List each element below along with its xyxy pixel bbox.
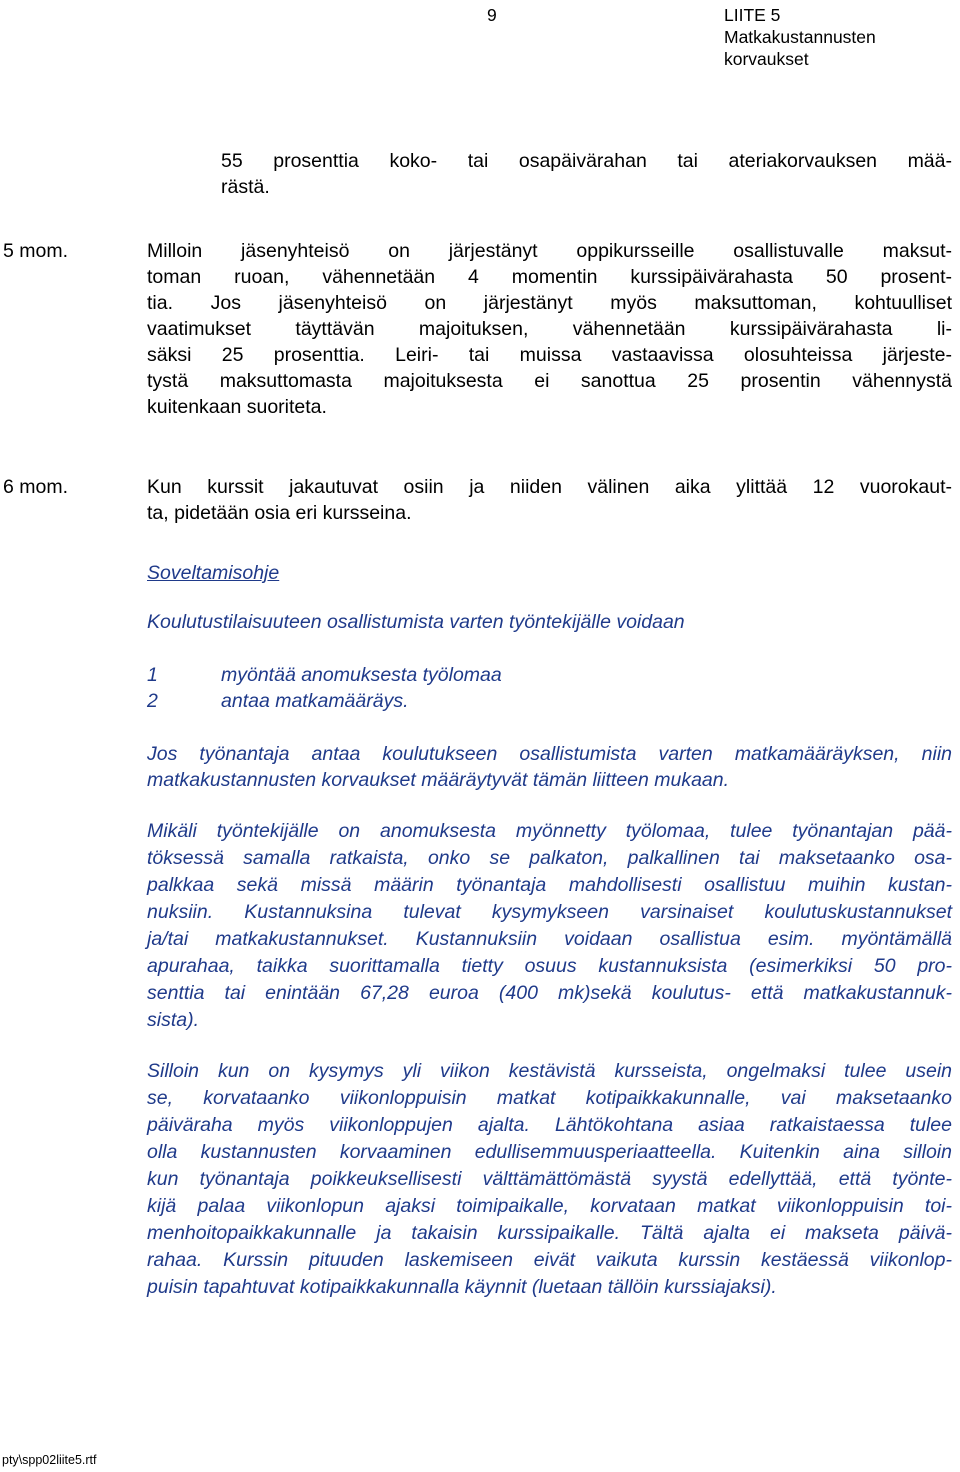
footer-file-path: pty\spp02liite5.rtf — [2, 1453, 97, 1467]
body-line: toman ruoan, vähennetään 4 momentin kurssipäivärahasta 50 prosent- — [147, 266, 952, 288]
guidance-line: olla kustannusten korvaaminen edullisemmuusperiaatteella. Kuitenkin aina silloin — [147, 1141, 952, 1163]
body-line: Milloin jäsenyhteisö on järjestänyt oppikursseille osallistuvalle maksut- — [147, 240, 952, 262]
guidance-intro: Koulutustilaisuuteen osallistumista varten työntekijälle voidaan — [147, 611, 685, 633]
guidance-line: menhoitopaikkakunnalle ja takaisin kurssipaikalle. Tältä ajalta ei makseta päivä- — [147, 1222, 952, 1244]
guidance-line: sista). — [147, 1009, 200, 1031]
guidance-line: Mikäli työntekijälle on anomuksesta myönnetty työlomaa, tulee työnantajan pää- — [147, 820, 952, 842]
annex-title-line: korvaukset — [724, 49, 809, 69]
guidance-line: rahaa. Kurssin pituuden laskemiseen eivät vaikuta kurssin kestäessä viikonlop- — [147, 1249, 952, 1271]
body-line: kuitenkaan suoriteta. — [147, 396, 327, 418]
guidance-line: se, korvataanko viikonloppuisin matkat kotipaikkakunnalle, vai maksetaanko — [147, 1087, 952, 1109]
body-line: tystä maksuttomasta majoituksesta ei sanottua 25 prosentin vähennystä — [147, 370, 952, 392]
annex-heading — [724, 4, 876, 70]
body-line: vaatimukset täyttävän majoituksen, vähennetään kurssipäivärahasta li- — [147, 318, 952, 340]
body-line: Kun kurssit jakautuvat osiin ja niiden välinen aika ylittää 12 vuorokaut- — [147, 476, 952, 498]
guidance-line: Jos työnantaja antaa koulutukseen osallistumista varten matkamääräyksen, niin — [147, 743, 952, 765]
guidance-heading: Soveltamisohje — [147, 562, 280, 584]
annex-title-line: Matkakustannusten — [724, 27, 876, 47]
list-item: myöntää anomuksesta työlomaa — [221, 664, 502, 686]
guidance-line: palkkaa sekä missä määrin työnantaja mahdollisesti osallistuu muihin kustan- — [147, 874, 952, 896]
guidance-line: matkakustannusten korvaukset määräytyvät tämän liitteen mukaan. — [147, 769, 730, 791]
guidance-line: nuksiin. Kustannuksina tulevat kysymykseen varsinaiset koulutuskustannukset — [147, 901, 952, 923]
page-number: 9 — [487, 5, 497, 25]
guidance-line: kun työnantaja poikkeuksellisesti välttämättömästä syystä edellyttää, että työnte- — [147, 1168, 952, 1190]
guidance-line: kijä palaa viikonlopun ajaksi toimipaikalle, korvataan matkat viikonloppuisin toi- — [147, 1195, 952, 1217]
guidance-line: apurahaa, taikka suorittamalla tietty osuus kustannuksista (esimerkiksi 50 pro- — [147, 955, 952, 977]
list-number: 2 — [147, 690, 158, 712]
guidance-line: töksessä samalla ratkaista, onko se palkaton, palkallinen tai maksetaanko osa- — [147, 847, 952, 869]
body-line: 55 prosenttia koko- tai osapäivärahan tai ateriakorvauksen mää- — [221, 150, 952, 172]
guidance-line: Silloin kun on kysymys yli viikon kestävistä kursseista, ongelmaksi tulee usein — [147, 1060, 952, 1082]
guidance-line: senttia tai enintään 67,28 euroa (400 mk)sekä koulutus- että matkakustannuk- — [147, 982, 952, 1004]
body-line: tia. Jos jäsenyhteisö on järjestänyt myös maksuttoman, kohtuulliset — [147, 292, 952, 314]
body-line: rästä. — [221, 176, 270, 198]
list-item: antaa matkamääräys. — [221, 690, 409, 712]
mom-label: 5 mom. — [3, 240, 69, 262]
annex-label: LIITE 5 — [724, 5, 781, 25]
guidance-line: puisin tapahtuvat kotipaikkakunnalla käynnit (luetaan tällöin kurssiajaksi). — [147, 1276, 777, 1298]
guidance-line: päiväraha myös viikonloppujen ajalta. Lähtökohtana asiaa ratkaistaessa tulee — [147, 1114, 952, 1136]
mom-label: 6 mom. — [3, 476, 69, 498]
list-number: 1 — [147, 664, 158, 686]
guidance-line: ja/tai matkakustannukset. Kustannuksiin voidaan osallistua esim. myöntämällä — [147, 928, 952, 950]
body-line: säksi 25 prosenttia. Leiri- tai muissa vastaavissa olosuhteissa järjeste- — [147, 344, 952, 366]
body-line: ta, pidetään osia eri kursseina. — [147, 502, 412, 524]
